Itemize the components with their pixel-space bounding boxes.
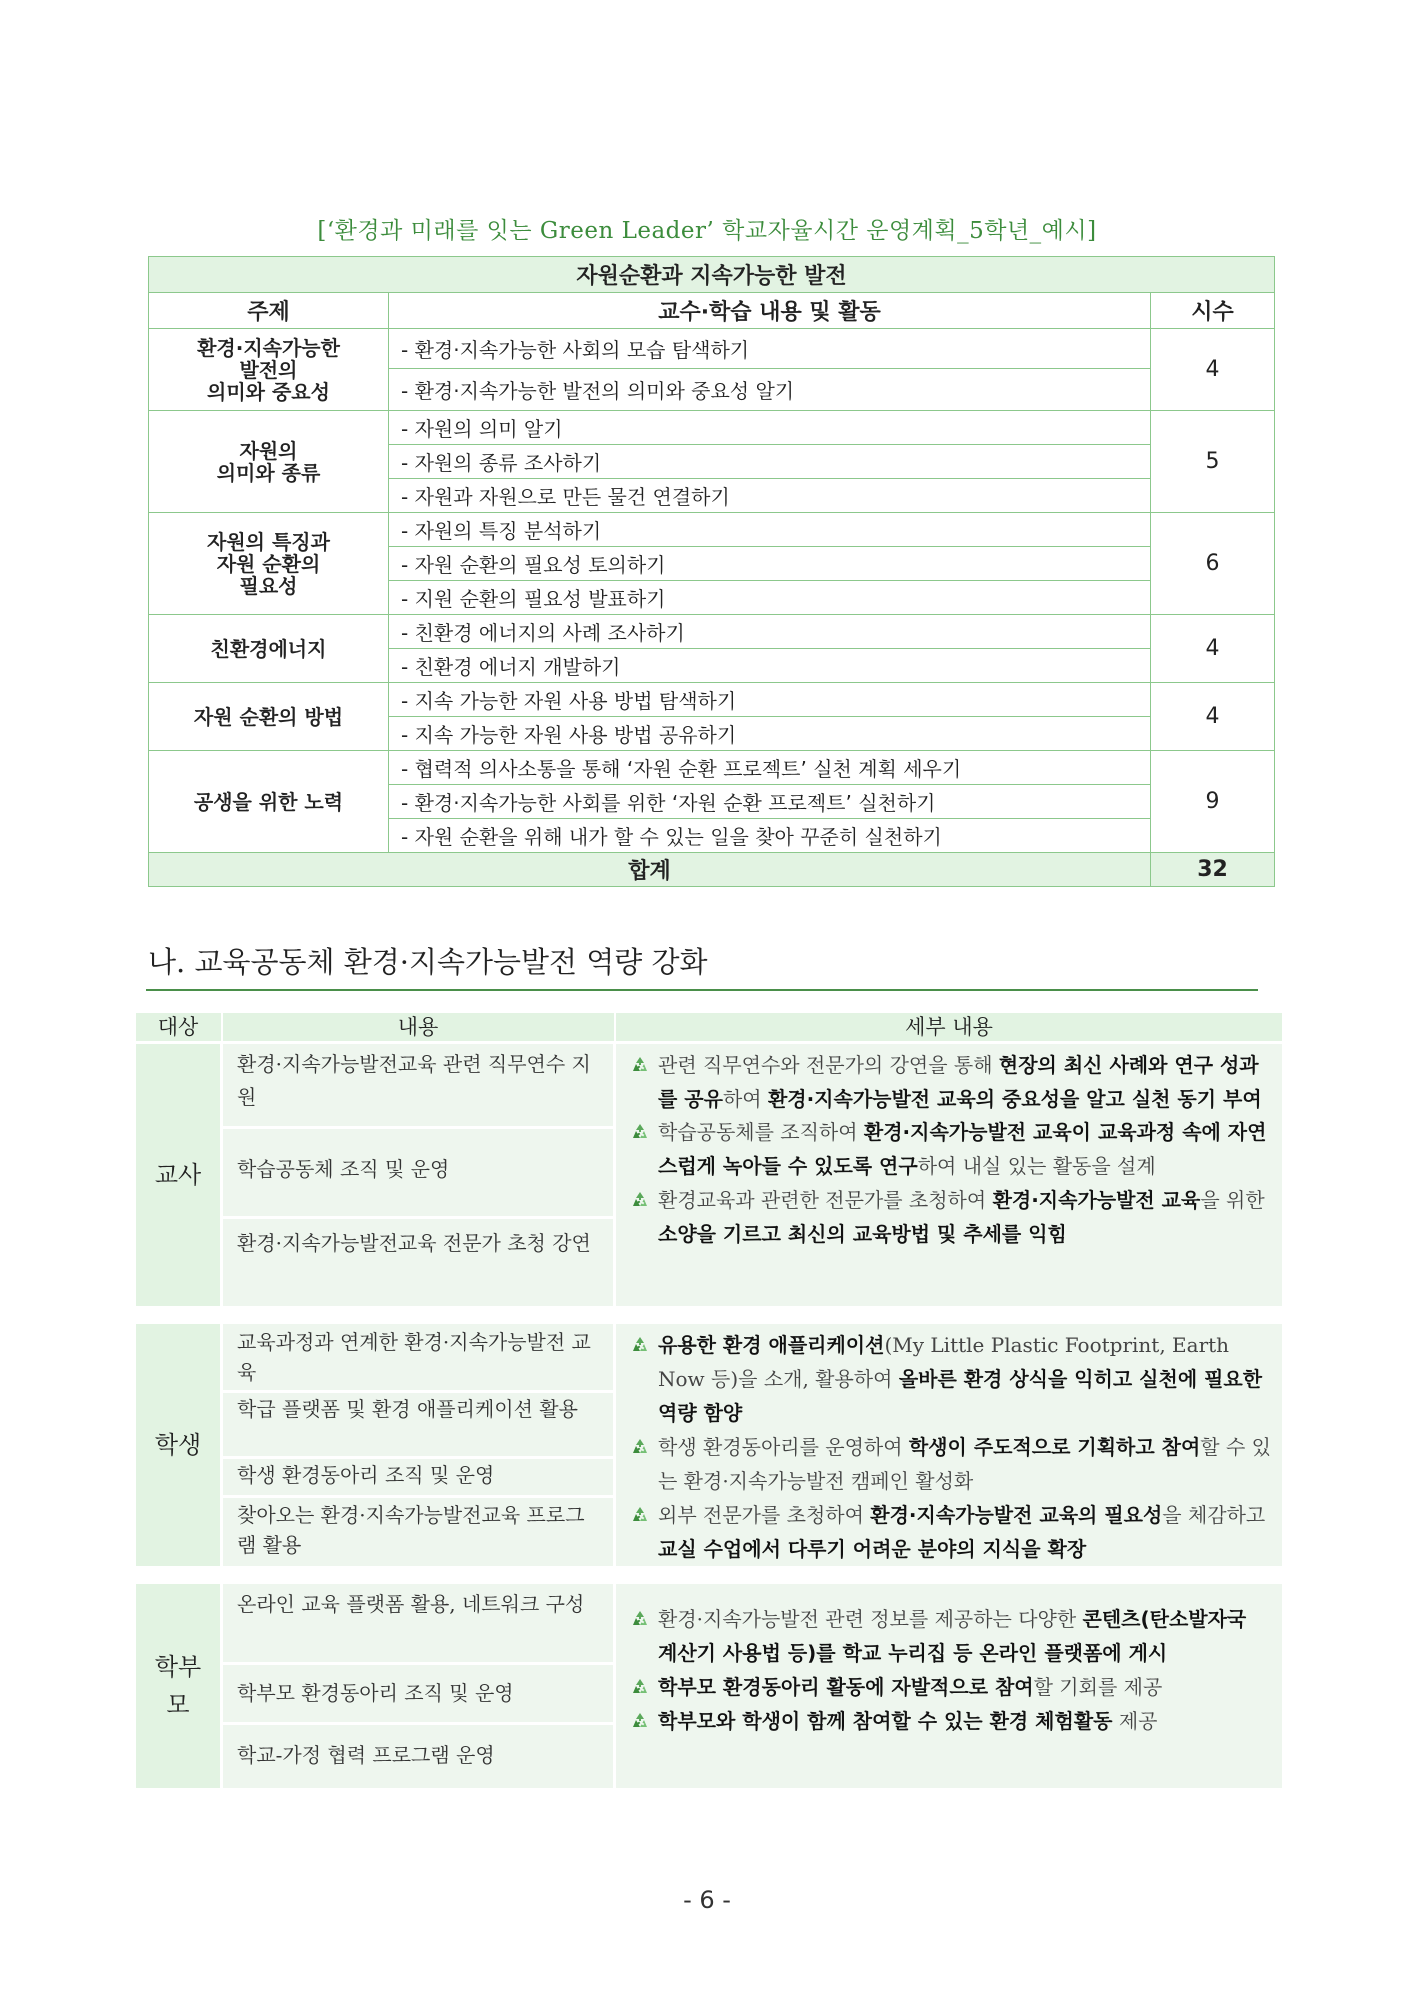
activity-cell: - 자원의 종류 조사하기	[389, 445, 1151, 479]
detail-bullet	[630, 1183, 1272, 1251]
activity-cell: - 지속 가능한 자원 사용 방법 탐색하기	[389, 683, 1151, 717]
student-block	[136, 1324, 1282, 1566]
teacher-block	[136, 1044, 1282, 1306]
hours-cell: 6	[1151, 513, 1275, 615]
detail-emphasis: 학생이 주도적으로 기획하고 참여	[908, 1435, 1201, 1459]
detail-run: 을 위한	[1200, 1188, 1265, 1212]
content-column	[223, 1324, 613, 1566]
detail-text	[658, 1675, 1162, 1699]
detail-bullet	[630, 1430, 1272, 1498]
topic-cell: 자원의 특징과 자원 순환의 필요성	[149, 513, 389, 615]
content-cell: 환경·지속가능발전교육 관련 직무연수 지원	[223, 1044, 613, 1126]
detail-run: 할 기회를 제공	[1033, 1675, 1163, 1699]
detail-bullet	[630, 1048, 1272, 1116]
content-cell: 학교-가정 협력 프로그램 운영	[223, 1725, 613, 1788]
detail-emphasis: 환경·지속가능발전 교육이 교육과정 속에 자연스럽게 녹아들 수 있도록 연구	[658, 1120, 1267, 1178]
topic-cell: 환경·지속가능한 발전의 의미와 중요성	[149, 329, 389, 411]
detail-emphasis: 현장의 최신 사례와 연구 성과를 공유	[658, 1053, 1259, 1111]
content-cell: 학부모 환경동아리 조직 및 운영	[223, 1665, 613, 1722]
detail-run: 학습공동체를 조직하여	[658, 1120, 864, 1144]
target-cell: 학부 모	[136, 1584, 220, 1788]
hours-cell: 4	[1151, 329, 1275, 411]
recycle-icon	[630, 1678, 650, 1698]
detail-cell	[616, 1044, 1282, 1306]
detail-run: 하여 내실 있는 활동을 설계	[917, 1154, 1156, 1178]
content-cell: 교육과정과 연계한 환경·지속가능발전 교육	[223, 1324, 613, 1390]
table-title: 자원순환과 지속가능한 발전	[149, 257, 1275, 293]
recycle-icon	[630, 1438, 650, 1458]
header-content: 교수·학습 내용 및 활동	[389, 293, 1151, 329]
activity-cell: - 지원 순환의 필요성 발표하기	[389, 581, 1151, 615]
detail-run: 학생 환경동아리를 운영하여	[658, 1435, 909, 1459]
activity-cell: - 자원의 특징 분석하기	[389, 513, 1151, 547]
detail-run: 관련 직무연수와 전문가의 강연을 통해	[658, 1053, 999, 1077]
detail-bullet	[630, 1498, 1272, 1566]
hours-cell: 4	[1151, 683, 1275, 751]
detail-bullet	[630, 1602, 1272, 1670]
content-cell: 온라인 교육 플랫폼 활용, 네트워크 구성	[223, 1584, 613, 1662]
topic-cell: 공생을 위한 노력	[149, 751, 389, 853]
header-detail: 세부 내용	[905, 1015, 993, 1039]
header-hours: 시수	[1151, 293, 1275, 329]
detail-emphasis: 학부모와 학생이 함께 참여할 수 있는 환경 체험활동	[658, 1709, 1113, 1733]
detail-text	[658, 1435, 1271, 1493]
activity-cell: - 환경·지속가능한 사회의 모습 탐색하기	[389, 329, 1151, 369]
community-table-header	[136, 1013, 1282, 1041]
activity-cell: - 자원의 의미 알기	[389, 411, 1151, 445]
content-cell: 찾아오는 환경·지속가능발전교육 프로그램 활용	[223, 1498, 613, 1566]
curriculum-table	[148, 256, 1275, 887]
detail-bullet	[630, 1704, 1272, 1738]
table-caption: [‘환경과 미래를 잇는 Green Leader’ 학교자율시간 운영계획_5학년_예시]	[317, 218, 1097, 244]
detail-emphasis: 유용한 환경 애플리케이션	[658, 1333, 885, 1357]
detail-text	[658, 1607, 1246, 1665]
recycle-icon	[630, 1506, 650, 1526]
detail-cell	[616, 1584, 1282, 1788]
detail-emphasis: 콘텐츠(탄소발자국 계산기 사용법 등)를 학교 누리집 등 온라인 플랫폼에 게시	[658, 1607, 1247, 1665]
activity-cell: - 지속 가능한 자원 사용 방법 공유하기	[389, 717, 1151, 751]
header-content: 내용	[397, 1015, 439, 1039]
content-cell: 학급 플랫폼 및 환경 애플리케이션 활용	[223, 1393, 613, 1456]
section-title: 나. 교육공동체 환경·지속가능발전 역량 강화	[148, 945, 708, 979]
activity-cell: - 자원 순환을 위해 내가 할 수 있는 일을 찾아 꾸준히 실천하기	[389, 819, 1151, 853]
page-number: - 6 -	[683, 1886, 731, 1914]
activity-cell: - 친환경 에너지 개발하기	[389, 649, 1151, 683]
recycle-icon	[630, 1191, 650, 1211]
target-cell: 학생	[136, 1324, 220, 1566]
detail-run: 하여	[722, 1087, 768, 1111]
header-target: 대상	[157, 1015, 199, 1039]
target-cell: 교사	[136, 1044, 220, 1306]
recycle-icon	[630, 1712, 650, 1732]
detail-bullet	[630, 1670, 1272, 1704]
activity-cell: - 자원 순환의 필요성 토의하기	[389, 547, 1151, 581]
content-cell: 환경·지속가능발전교육 전문가 초청 강연	[223, 1219, 613, 1306]
detail-bullet	[630, 1328, 1272, 1430]
hours-cell: 4	[1151, 615, 1275, 683]
activity-cell: - 협력적 의사소통을 통해 ‘자원 순환 프로젝트’ 실천 계획 세우기	[389, 751, 1151, 785]
detail-run: 외부 전문가를 초청하여	[658, 1503, 871, 1527]
content-cell: 학생 환경동아리 조직 및 운영	[223, 1459, 613, 1495]
detail-emphasis: 학부모 환경동아리 활동에 자발적으로 참여	[658, 1675, 1034, 1699]
detail-run: 을 체감하고	[1162, 1503, 1266, 1527]
activity-cell: - 친환경 에너지의 사례 조사하기	[389, 615, 1151, 649]
content-column	[223, 1044, 613, 1306]
content-column	[223, 1584, 613, 1788]
header-topic: 주제	[149, 293, 389, 329]
hours-cell: 9	[1151, 751, 1275, 853]
detail-text	[658, 1053, 1262, 1111]
content-cell: 학습공동체 조직 및 운영	[223, 1129, 613, 1216]
topic-cell: 친환경에너지	[149, 615, 389, 683]
detail-text	[658, 1188, 1265, 1246]
activity-cell: - 환경·지속가능한 발전의 의미와 중요성 알기	[389, 369, 1151, 411]
detail-bullet	[630, 1115, 1272, 1183]
detail-run: (My Little Plastic Footprint, Earth Now 등)을 소개, 활용하여	[658, 1333, 1230, 1391]
topic-cell: 자원의 의미와 종류	[149, 411, 389, 513]
detail-emphasis: 올바른 환경 상식을 익히고 실천에 필요한 역량 함양	[658, 1367, 1263, 1425]
recycle-icon	[630, 1610, 650, 1630]
topic-cell: 자원 순환의 방법	[149, 683, 389, 751]
recycle-icon	[630, 1056, 650, 1076]
detail-run: 환경·지속가능발전 관련 정보를 제공하는 다양한	[658, 1607, 1083, 1631]
detail-text	[658, 1120, 1266, 1178]
detail-cell	[616, 1324, 1282, 1566]
detail-text	[658, 1503, 1265, 1561]
hours-cell: 5	[1151, 411, 1275, 513]
detail-emphasis: 환경·지속가능발전 교육의 중요성을 알고 실천 동기 부여	[767, 1087, 1262, 1111]
detail-emphasis: 환경·지속가능발전 교육의 필요성	[870, 1503, 1163, 1527]
detail-emphasis: 소양을 기르고 최신의 교육방법 및 추세를 익힘	[658, 1222, 1067, 1246]
detail-emphasis: 교실 수업에서 다루기 어려운 분야의 지식을 확장	[658, 1537, 1087, 1561]
detail-text	[658, 1709, 1157, 1733]
recycle-icon	[630, 1336, 650, 1356]
total-hours: 32	[1151, 853, 1275, 887]
detail-run: 환경교육과 관련한 전문가를 초청하여	[658, 1188, 993, 1212]
detail-run: 할 수 있는 환경·지속가능발전 캠페인 활성화	[658, 1435, 1271, 1493]
section-divider	[146, 989, 1258, 991]
detail-text	[658, 1333, 1262, 1425]
detail-emphasis: 환경·지속가능발전 교육	[992, 1188, 1201, 1212]
recycle-icon	[630, 1123, 650, 1143]
detail-run: 제공	[1112, 1709, 1158, 1733]
total-label: 합계	[149, 853, 1151, 887]
activity-cell: - 환경·지속가능한 사회를 위한 ‘자원 순환 프로젝트’ 실천하기	[389, 785, 1151, 819]
parent-block	[136, 1584, 1282, 1788]
activity-cell: - 자원과 자원으로 만든 물건 연결하기	[389, 479, 1151, 513]
